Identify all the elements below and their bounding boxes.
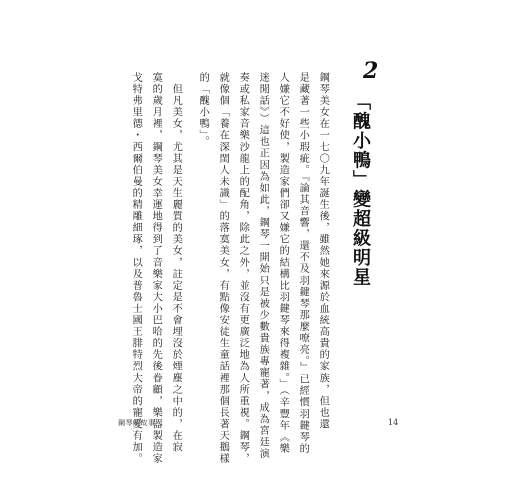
body-column-7: 的「醜小鴨」。 bbox=[197, 72, 209, 148]
body-column-5: 奏或私家音樂沙龍上的配角，除此之外，並沒有更廣泛地為人所重視。鋼琴， bbox=[237, 72, 249, 465]
body-column-9: 寞的歲月裡，鋼琴美女幸運地得到了音樂家大小巴哈的先後眷顧，樂器製造家 bbox=[150, 72, 162, 465]
chapter-title: 「醜小鴨」變超級明星 bbox=[350, 92, 371, 287]
footer-book-title: 鋼琴的故事 bbox=[118, 419, 156, 427]
chapter-number: 2 bbox=[363, 58, 379, 84]
body-column-10: 戈特弗里德・西爾伯曼的精雕細琢，以及普魯士國王腓特烈大帝的寵愛有加。 bbox=[130, 72, 142, 465]
body-column-4: 迷閒話》）這也正因為如此，鋼琴一開始只是被少數貴族專寵著，成為宮廷演 bbox=[257, 72, 269, 460]
body-column-1: 鋼琴美女在一七〇九年誕生後，雖然她來源於血統高貴的家族，但也還 bbox=[317, 72, 329, 431]
body-column-6: 就像個「養在深閨人未識」的落寞美女，有點像安徒生童話裡那個長著天鵝樣 bbox=[217, 72, 229, 465]
body-column-8: 但凡美女，尤其是天生麗質的美女，註定是不會埋沒於煙塵之中的，在寂 bbox=[170, 72, 182, 454]
page-number: 14 bbox=[388, 418, 399, 427]
body-column-2: 是藏著一些小瑕疵。『論其音響，還不及羽鍵琴那麼嘹亮。』已經慣羽鍵琴的 bbox=[297, 72, 309, 455]
body-column-3: 人嫌它不好使，製造家們卻又嫌它的結構比羽鍵琴來得複雜。」（辛豐年《樂 bbox=[277, 72, 289, 455]
